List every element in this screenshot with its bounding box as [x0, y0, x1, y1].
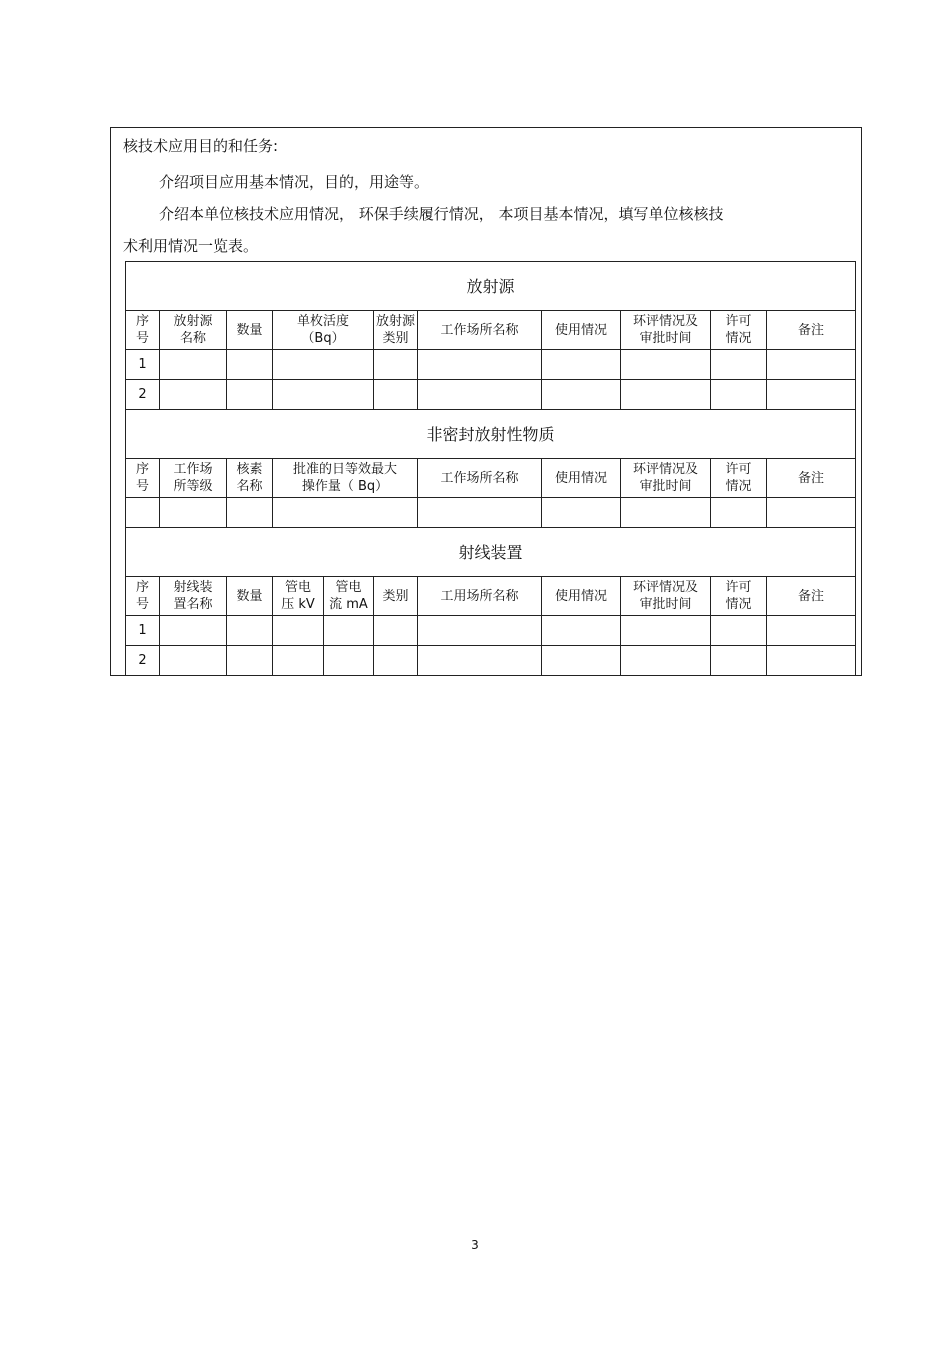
table-cell[interactable]: [374, 616, 418, 646]
table-cell[interactable]: [418, 498, 542, 528]
col-header: 数量: [227, 577, 273, 616]
col-header: 使用情况: [542, 459, 621, 498]
col-header: 管电 压 kV: [273, 577, 324, 616]
table-row: [126, 498, 856, 528]
col-header: 核素 名称: [227, 459, 273, 498]
col-header: 使用情况: [542, 311, 621, 350]
col-header: 许可 情况: [711, 459, 767, 498]
table-row: [126, 350, 856, 380]
col-header: 工作场所名称: [418, 459, 542, 498]
table-cell[interactable]: [621, 380, 711, 410]
table-cell[interactable]: [227, 646, 273, 676]
section-title-devices: 射线装置: [126, 528, 856, 577]
intro-line-2: 介绍本单位核技术应用情况， 环保手续履行情况， 本项目基本情况，填写单位核核技: [159, 205, 724, 223]
table-cell[interactable]: [621, 350, 711, 380]
table-cell[interactable]: [273, 498, 418, 528]
intro-line-1: 介绍项目应用基本情况，目的，用途等。: [159, 173, 430, 191]
table-row: [126, 380, 856, 410]
devices-header-row: [126, 577, 856, 616]
table-cell[interactable]: [418, 616, 542, 646]
table-cell[interactable]: [767, 498, 856, 528]
section-title-sources: 放射源: [126, 262, 856, 311]
col-header: 射线装 置名称: [160, 577, 227, 616]
table-cell[interactable]: [227, 350, 273, 380]
col-header: 许可 情况: [711, 311, 767, 350]
table-cell[interactable]: [374, 350, 418, 380]
table-cell[interactable]: [160, 350, 227, 380]
unsealed-header-row: [126, 459, 856, 498]
table-cell[interactable]: [273, 646, 324, 676]
table-cell[interactable]: [273, 616, 324, 646]
sources-header-row: [126, 311, 856, 350]
page-number: 3: [471, 1238, 479, 1252]
table-cell[interactable]: [273, 380, 374, 410]
col-header: 环评情况及 审批时间: [621, 459, 711, 498]
col-header: 单枚活度 （Bq）: [273, 311, 374, 350]
table-cell[interactable]: [711, 646, 767, 676]
table-cell[interactable]: [227, 380, 273, 410]
table-cell[interactable]: [542, 380, 621, 410]
table-cell[interactable]: [374, 380, 418, 410]
table-cell[interactable]: [542, 498, 621, 528]
table-cell[interactable]: [160, 380, 227, 410]
table-cell[interactable]: [621, 498, 711, 528]
table-cell[interactable]: [621, 646, 711, 676]
col-header: 序 号: [126, 311, 160, 350]
col-header: 环评情况及 审批时间: [621, 577, 711, 616]
col-header: 放射源 类别: [374, 311, 418, 350]
col-header: 数量: [227, 311, 273, 350]
intro-heading: 核技术应用目的和任务:: [123, 137, 279, 155]
table-cell[interactable]: [542, 350, 621, 380]
col-header: 备注: [767, 577, 856, 616]
table-cell[interactable]: [711, 616, 767, 646]
table-cell[interactable]: [542, 616, 621, 646]
table-cell[interactable]: [711, 498, 767, 528]
col-header: 备注: [767, 459, 856, 498]
row-number: 2: [126, 380, 160, 410]
col-header: 管电 流 mA: [324, 577, 374, 616]
table-cell[interactable]: [273, 350, 374, 380]
table-cell[interactable]: [711, 350, 767, 380]
section-title-unsealed: 非密封放射性物质: [126, 410, 856, 459]
table-cell[interactable]: [126, 498, 160, 528]
table-cell[interactable]: [324, 616, 374, 646]
table-cell[interactable]: [711, 380, 767, 410]
table-row: [126, 646, 856, 676]
table-cell[interactable]: [418, 380, 542, 410]
table-cell[interactable]: [227, 498, 273, 528]
table-cell[interactable]: [324, 646, 374, 676]
table-cell[interactable]: [767, 616, 856, 646]
table-cell[interactable]: [418, 646, 542, 676]
col-header: 类别: [374, 577, 418, 616]
col-header: 工用场所名称: [418, 577, 542, 616]
table-cell[interactable]: [767, 646, 856, 676]
table-cell[interactable]: [767, 350, 856, 380]
col-header: 放射源 名称: [160, 311, 227, 350]
col-header: 使用情况: [542, 577, 621, 616]
table-cell[interactable]: [160, 616, 227, 646]
row-number: 1: [126, 616, 160, 646]
col-header: 序 号: [126, 577, 160, 616]
table-cell[interactable]: [542, 646, 621, 676]
col-header: 环评情况及 审批时间: [621, 311, 711, 350]
intro-line-3: 术利用情况一览表。: [123, 237, 259, 255]
table-cell[interactable]: [160, 646, 227, 676]
table-cell[interactable]: [374, 646, 418, 676]
form-frame: [110, 127, 862, 676]
row-number: 2: [126, 646, 160, 676]
table-cell[interactable]: [160, 498, 227, 528]
table-row: [126, 616, 856, 646]
nuclear-usage-table: [125, 261, 856, 676]
row-number: 1: [126, 350, 160, 380]
col-header: 工作场所名称: [418, 311, 542, 350]
col-header: 序 号: [126, 459, 160, 498]
table-cell[interactable]: [227, 616, 273, 646]
table-cell[interactable]: [767, 380, 856, 410]
table-cell[interactable]: [621, 616, 711, 646]
col-header: 工作场 所等级: [160, 459, 227, 498]
col-header: 许可 情况: [711, 577, 767, 616]
col-header: 批准的日等效最大 操作量（ Bq）: [273, 459, 418, 498]
table-cell[interactable]: [418, 350, 542, 380]
col-header: 备注: [767, 311, 856, 350]
